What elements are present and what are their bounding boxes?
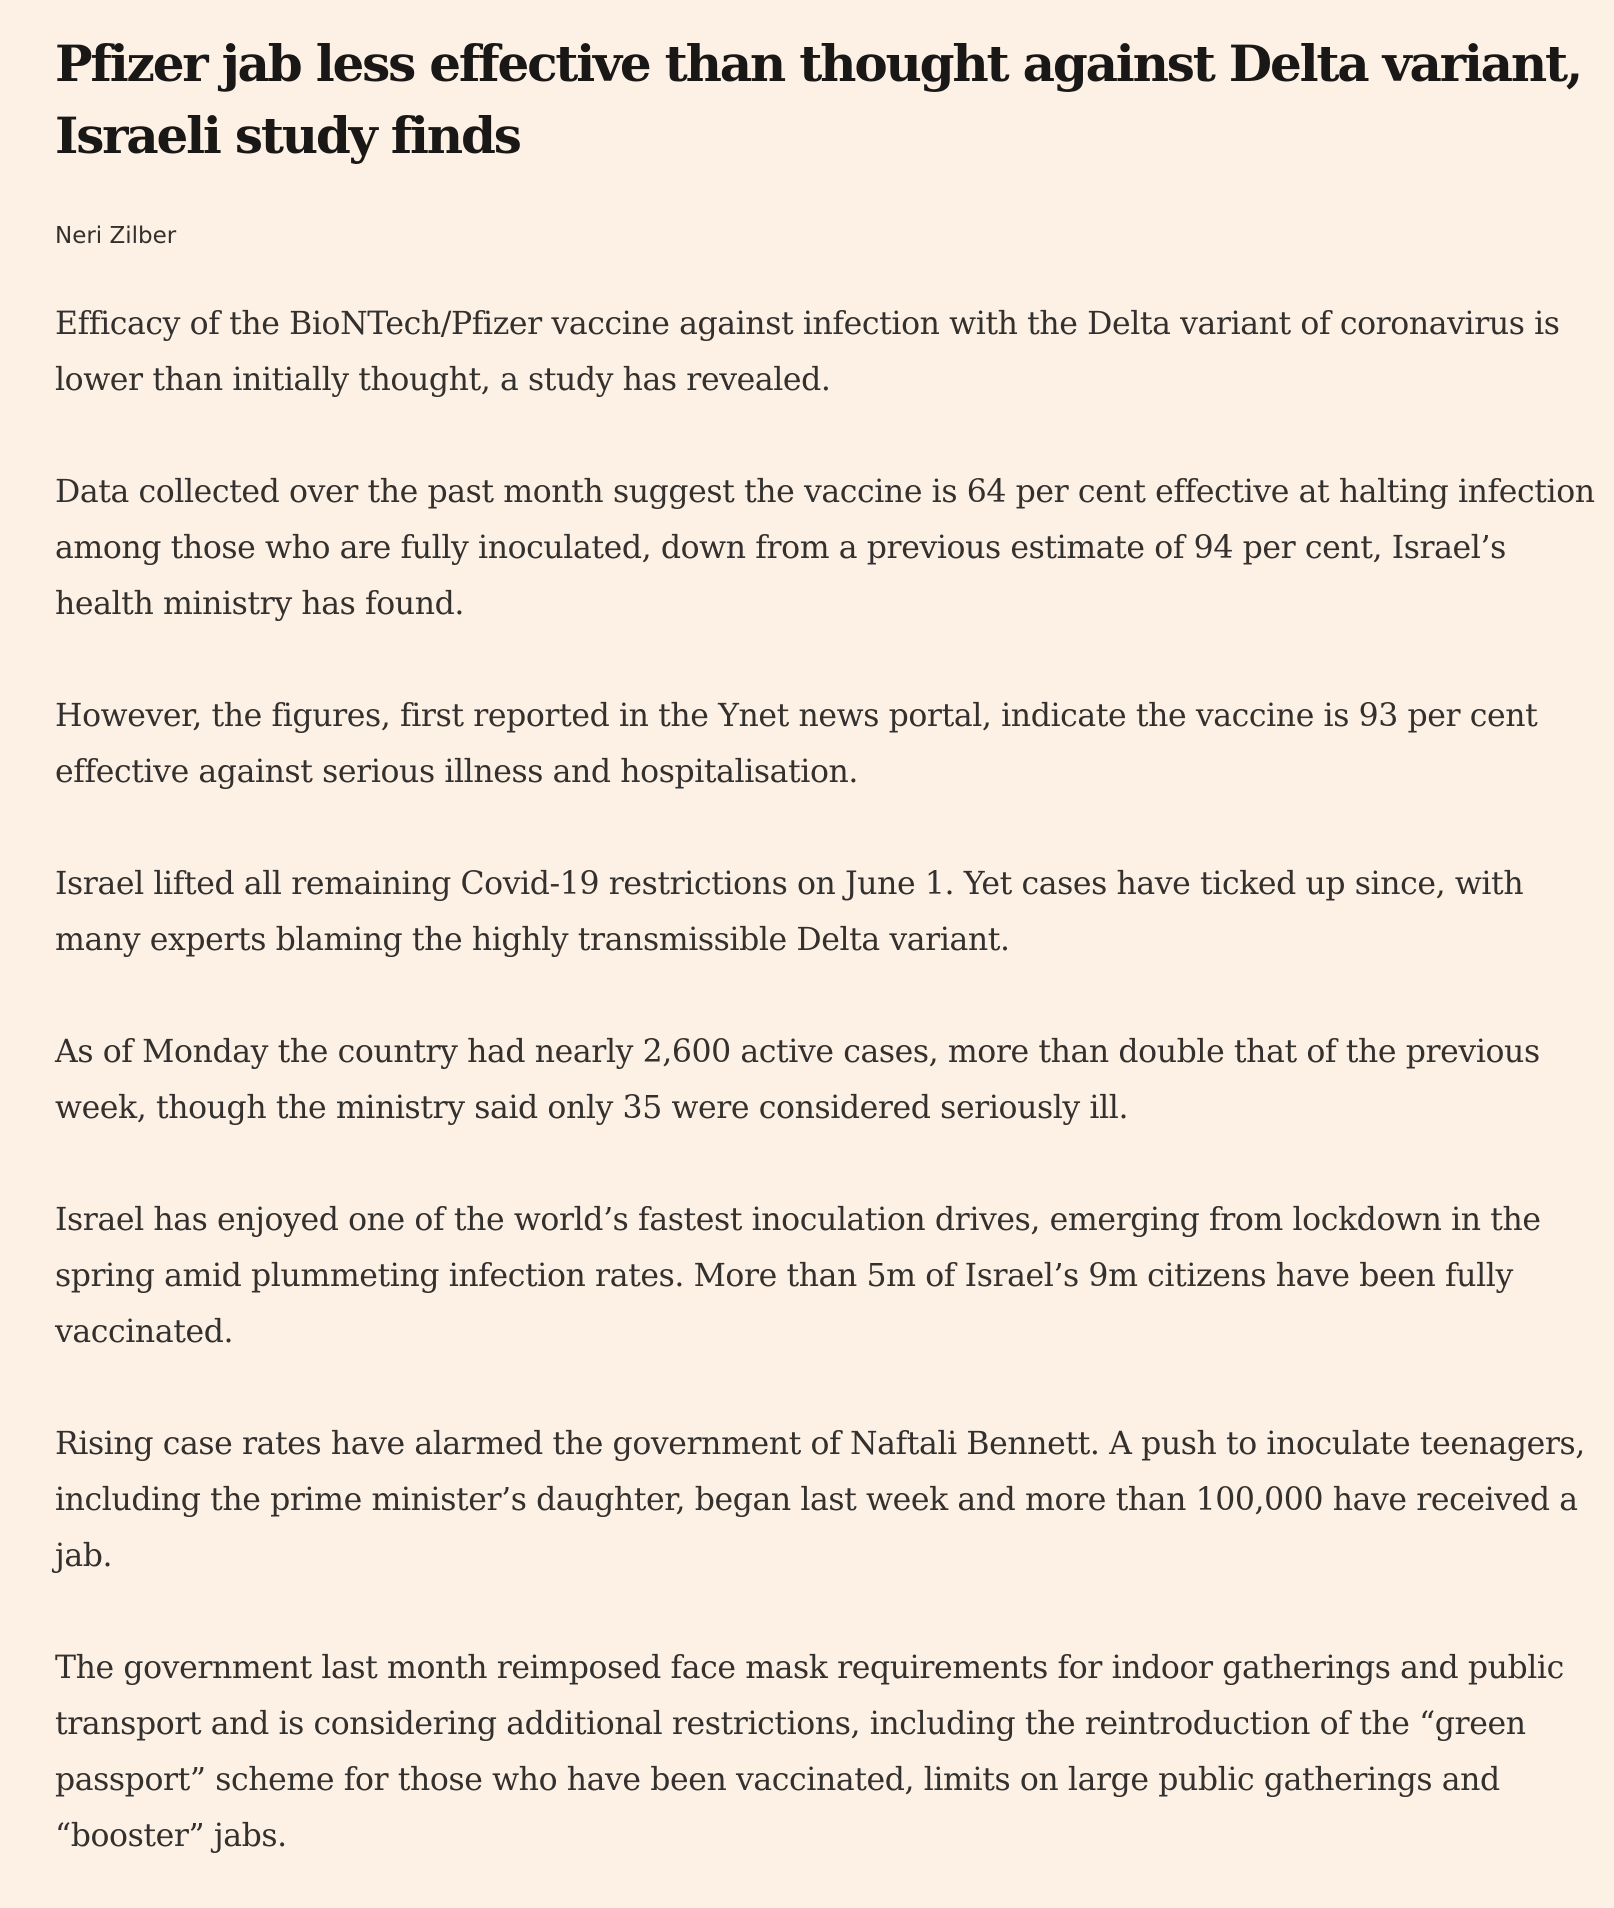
paragraph: Efficacy of the BioNTech/Pfizer vaccine against infection with the Delta variant of coronavirus is lower than initially thought, a study has revealed. (55, 306, 1560, 398)
paragraph: Rising case rates have alarmed the government of Naftali Bennett. A push to inoculate teenagers, including the prime minister’s daughter, began last week and more than 100,000 have received a jab. (55, 1426, 1585, 1574)
paragraph: Data collected over the past month suggest the vaccine is 64 per cent effective at halting infection among those who are fully inoculated, down from a previous estimate of 94 per cent, Israel’s health ministry has found. (55, 474, 1595, 622)
byline-author[interactable]: Neri Zilber (55, 223, 177, 249)
headline: Pfizer jab less effective than thought against Delta variant, Israeli study finds (55, 34, 1582, 165)
paragraph: As of Monday the country had nearly 2,600 active cases, more than double that of the previous week, though the ministry said only 35 were considered seriously ill. (55, 1034, 1540, 1126)
paragraph: Israel lifted all remaining Covid-19 restrictions on June 1. Yet cases have ticked up since, with many experts blaming the highly transmissible Delta variant. (55, 866, 1524, 958)
paragraph: Israel has enjoyed one of the world’s fastest inoculation drives, emerging from lockdown in the spring amid plummeting infection rates. More than 5m of Israel’s 9m citizens have been fully vaccinated. (55, 1202, 1541, 1350)
article-body (55, 296, 1595, 1864)
paragraph: The government last month reimposed face mask requirements for indoor gatherings and public transport and is considering additional restrictions, including the reintroduction of the “green passport” scheme for those who have been vaccinated, limits on large public gatherings and “booster” jabs. (55, 1650, 1564, 1854)
paragraph: However, the figures, first reported in the Ynet news portal, indicate the vaccine is 93 per cent effective against serious illness and hospitalisation. (55, 698, 1538, 790)
